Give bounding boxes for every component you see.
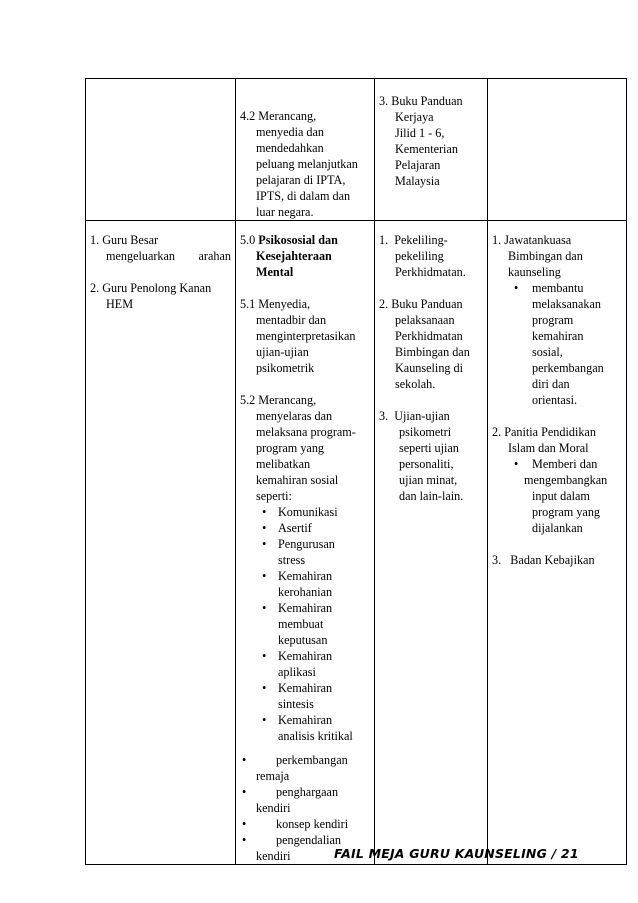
item-text: Panitia Pendidikan [504,425,596,439]
item-text: Buku Panduan [391,297,463,311]
item-1 [379,232,483,248]
cell-r2-c1 [86,221,236,865]
item-text: Guru Besar [102,233,159,247]
item-text: Kerjaya [395,110,434,124]
item-text: Merancang, [258,109,317,123]
item-text: keputusan [278,633,328,647]
item-text: kemahiran [532,329,584,343]
bullet-item [240,648,370,680]
item-text: melaksanakan [532,297,602,311]
bullet-item [240,536,370,568]
item-1 [90,232,231,248]
item-text: menyedia dan [256,125,325,139]
item-text: Bimbingan dan [508,249,583,263]
cell-r1-c4 [488,79,627,221]
item-text: mentadbir dan [256,313,327,327]
section-heading: Psikososial dan [258,233,338,247]
item-text: seperti ujian [399,441,459,455]
item-text: peluang melanjutkan [256,157,358,171]
item-text: Pelajaran [395,158,441,172]
item-text: stress [278,553,306,567]
item-text: luar negara. [256,205,314,219]
item-text: Menyedia, [258,297,311,311]
item-text: Pengurusan [278,537,335,551]
item-text: arahan [198,249,231,263]
item-text: mengembangkan [524,473,608,487]
item-text: Kemahiran [278,681,333,695]
item-text: IPTS, di dalam dan [256,189,351,203]
item-3 [492,552,622,568]
item-text: Perkhidmatan [395,329,463,343]
section-5-2 [240,392,370,408]
bullet-item [240,600,370,648]
section-heading: Kesejahteraan [256,249,332,263]
item-text: psikometrik [256,361,315,375]
bullet-item [240,504,370,520]
item-text-row [90,248,231,264]
bullet-item [240,784,370,800]
item-text: sintesis [278,697,314,711]
item-text: ujian-ujian [256,345,309,359]
cell-r1-c3 [375,79,488,221]
item-text: Bimbingan dan [395,345,470,359]
bullet-item [492,280,622,408]
item-1 [492,232,622,248]
item-text: personaliti, [399,457,454,471]
item-text: penghargaan [276,785,339,799]
item-text: HEM [106,297,134,311]
item-text: pekeliling [395,249,444,263]
item-text: Memberi dan [532,457,598,471]
item-text: program yang [532,505,601,519]
item-number: 3. [492,553,502,567]
item-text: psikometri [399,425,452,439]
cell-r2-c2 [236,221,375,865]
bullet-item [240,568,370,600]
section-5-1 [240,296,370,312]
bullet-item [240,816,370,832]
item-text: Jawatankuasa [504,233,572,247]
item-text: membantu [532,281,584,295]
item-text: menginterpretasikan [256,329,356,343]
section-heading: Mental [256,265,294,279]
bullet-item [240,752,370,768]
item-text: input dalam [532,489,590,503]
cell-r2-c4 [488,221,627,865]
item-text: remaja [256,769,290,783]
item-text: kemahiran sosial [256,473,339,487]
item-text: Kemahiran [278,649,333,663]
item-text: Kaunseling di [395,361,464,375]
cell-r2-c3 [375,221,488,865]
item-text: Badan Kebajikan [510,553,595,567]
item-2 [90,280,231,296]
bullet-item [492,456,622,472]
item-text: Komunikasi [278,505,338,519]
item-number: 1. [90,233,100,247]
item-text: Kementerian [395,142,458,156]
item-number: 2. [492,425,502,439]
item-text: pengendalian [276,833,341,847]
item-text: pelaksanaan [395,313,455,327]
item-number: 2. [379,297,389,311]
item-text: sekolah. [395,377,436,391]
item-text: sosial, [532,345,563,359]
item-text: Kemahiran [278,601,333,615]
item-text: menyelaras dan [256,409,333,423]
item-text: ujian minat, [399,473,458,487]
item-3 [379,93,483,109]
item-2 [492,424,622,440]
item-text: perkembangan [532,361,604,375]
item-text: kerohanian [278,585,333,599]
item-number: 1. [379,233,389,247]
item-number: 5.1 [240,297,256,311]
table-row [86,221,627,865]
item-text: Pekeliling- [394,233,448,247]
table-row [86,79,627,221]
item-text: membuat [278,617,324,631]
item-number: 3. [379,409,389,423]
bullet-item [240,712,370,744]
section-5-0 [240,232,370,248]
item-text: Malaysia [395,174,440,188]
item-text: kendiri [256,801,291,815]
bullet-item [240,680,370,712]
bullet-item [240,520,370,536]
item-2 [379,296,483,312]
item-text: kendiri [256,849,291,863]
item-text: program [532,313,574,327]
item-text: Kemahiran [278,569,333,583]
item-number: 1. [492,233,502,247]
item-text: Buku Panduan [391,94,463,108]
item-text: Islam dan Moral [508,441,589,455]
item-text: Perkhidmatan. [395,265,466,279]
item-text: program yang [256,441,325,455]
item-text: Asertif [278,521,312,535]
item-text: Kemahiran [278,713,333,727]
item-4-2 [240,108,370,124]
item-text: melaksana program- [256,425,356,439]
item-text: Merancang, [258,393,317,407]
item-number: 5.0 [240,233,256,247]
item-text: kaunseling [508,265,561,279]
item-text: mendedahkan [256,141,324,155]
item-text: aplikasi [278,665,316,679]
item-text: dan lain-lain. [399,489,464,503]
content-table [85,78,627,865]
item-text: Guru Penolong Kanan [102,281,212,295]
item-text: dijalankan [532,521,583,535]
item-text: Ujian-ujian [394,409,450,423]
page-footer: FAIL MEJA GURU KAUNSELING / 21 [334,846,579,861]
item-text: konsep kendiri [276,817,349,831]
cell-r1-c1 [86,79,236,221]
cell-r1-c2 [236,79,375,221]
item-text: diri dan [532,377,570,391]
item-number: 4.2 [240,109,256,123]
item-3 [379,408,483,424]
item-number: 5.2 [240,393,256,407]
item-text: pelajaran di IPTA, [256,173,346,187]
item-text: analisis kritikal [278,729,353,743]
item-text: seperti: [256,489,292,503]
item-number: 2. [90,281,100,295]
item-text: mengeluarkan [106,249,176,263]
item-number: 3. [379,94,389,108]
item-text: perkembangan [276,753,348,767]
item-text: Jilid 1 - 6, [395,126,445,140]
item-text: orientasi. [532,393,578,407]
item-text: melibatkan [256,457,311,471]
